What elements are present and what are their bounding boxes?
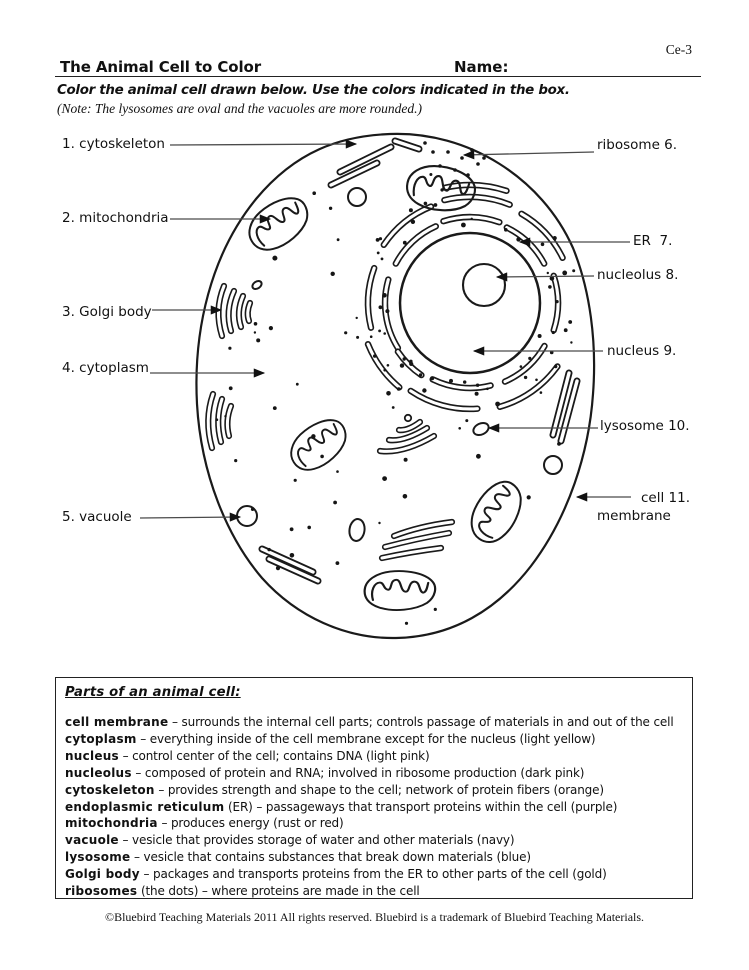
label-mitochondria: 2. mitochondria: [62, 210, 169, 226]
legend-entry-nucleolus: nucleolus – composed of protein and RNA; involved in ribosome production (dark pink): [65, 765, 585, 780]
legend-heading: Parts of an animal cell:: [65, 685, 241, 700]
nucleolus-shape: [463, 264, 505, 306]
legend-entry-er: endoplasmic reticulum (ER) – passageways that transport proteins within the cell (purple): [65, 799, 618, 814]
legend-entry-mitochondria: mitochondria – produces energy (rust or red): [65, 816, 344, 831]
page-code: Ce-3: [665, 42, 692, 57]
label-cell-membrane-line2: membrane: [597, 508, 671, 524]
page-title: The Animal Cell to Color: [60, 58, 261, 76]
name-label: Name:: [454, 58, 509, 76]
legend-entry-vacuole: vacuole – vesicle that provides storage of water and other materials (navy): [65, 833, 515, 848]
label-golgi-body: 3. Golgi body: [62, 304, 152, 320]
label-lysosome: lysosome 10.: [600, 418, 690, 434]
copyright-footer: ©Bluebird Teaching Materials 2011 All rights reserved. Bluebird is a trademark of Bluebird Teaching Materials.: [104, 910, 645, 924]
instruction-text: Color the animal cell drawn below. Use the colors indicated in the box.: [57, 83, 570, 98]
label-vacuole: 5. vacuole: [62, 509, 132, 525]
legend-entry-nucleus: nucleus – control center of the cell; contains DNA (light pink): [65, 748, 430, 763]
legend-entry-ribosomes: ribosomes (the dots) – where proteins are made in the cell: [65, 884, 420, 899]
golgi-bodies: [208, 286, 452, 558]
legend-box: [55, 677, 693, 899]
legend-entry-cell-membrane: cell membrane – surrounds the internal cell parts; controls passage of materials in and out of the cell: [65, 715, 674, 729]
note-text: (Note: The lysosomes are oval and the vacuoles are more rounded.): [57, 101, 423, 116]
legend-entry-cytoplasm: cytoplasm – everything inside of the cell membrane except for the nucleus (light yellow): [65, 731, 596, 746]
legend-entry-lysosome: lysosome – vesicle that contains substances that break down materials (blue): [65, 850, 531, 865]
label-er: ER 7.: [633, 233, 673, 249]
leader-arrows: [140, 144, 631, 518]
legend-entry-golgi: Golgi body – packages and transports proteins from the ER to other parts of the cell (gold): [65, 867, 607, 882]
label-nucleus: nucleus 9.: [607, 343, 677, 359]
label-cytoplasm: 4. cytoplasm: [62, 360, 149, 376]
label-nucleolus: nucleolus 8.: [597, 267, 679, 283]
label-cell-membrane-line1: cell 11.: [641, 490, 690, 506]
er-arcs: [368, 185, 563, 409]
label-cytoskeleton: 1. cytoskeleton: [62, 136, 165, 152]
label-ribosome: ribosome 6.: [597, 137, 678, 153]
legend-entry-cytoskeleton: cytoskeleton – provides strength and shape to the cell; network of protein fibers (orange): [65, 782, 604, 797]
nucleus-shape: [400, 233, 540, 373]
